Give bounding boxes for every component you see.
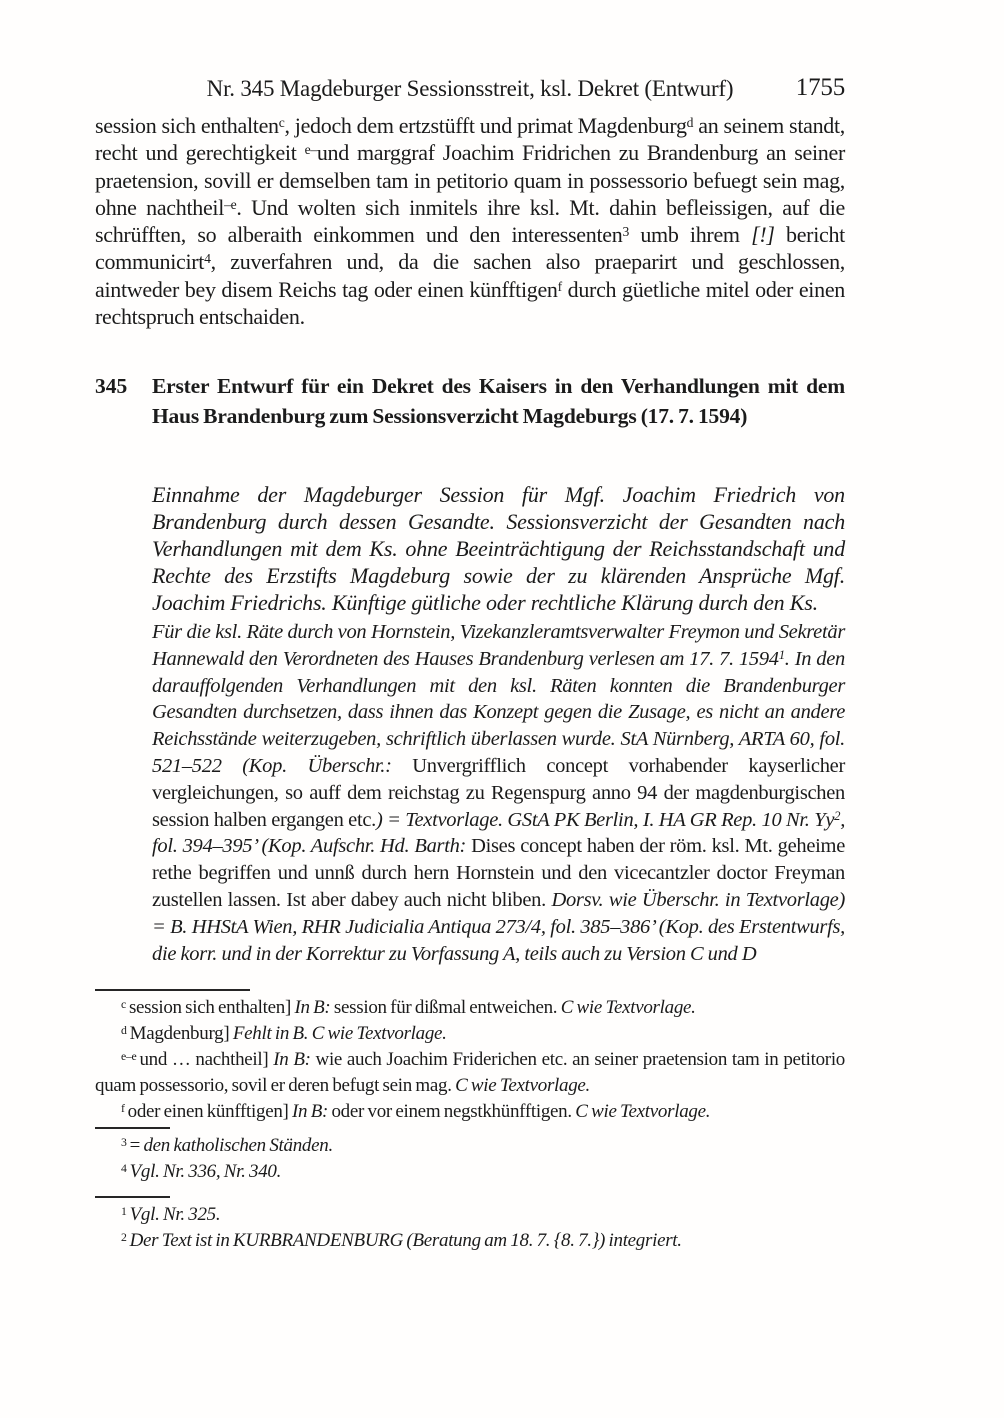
entry-number: 345	[95, 374, 128, 398]
variant-apparatus	[95, 995, 845, 1125]
footnote-divider-lower	[95, 1196, 170, 1198]
variant-note-f: $^f$ oder einen künfftigen] In B: oder vor einem negstkhünfftigen. C wie Textvorlage.	[121, 1101, 711, 1122]
variant-note-e: $^{e-e}$ und … nachtheil] In B: wie auch Joachim Friderichen etc. an seiner praetension tam in petitorio quam possessorio, sovil er deren befugt sein mag. C wie Textvorlage.	[95, 1049, 846, 1096]
transcription-paragraph: session sich enthalten$^c$, jedoch dem ertzstüfft und primat Magdenburg$^d$ an seinem standt, recht und gerechtigkeit $^{e-}$und marggraf Joachim Fridrichen zu Brandenburg an seiner praetension, sovill er demselben tam in petitorio quam in possessorio befuegt sein mag, ohne nachtheil$^{-e}$. Und wolten sich inmitels ihre ksl. Mt. dahin befleissigen, auf die schrüfften, so alberaith einkommen und den interessenten$^3$ umb ihrem [!] bericht communicirt$^4$, zuverfahren und, da die sachen also praeparirt und geschlossen, aintweder bey disem Reichs tag oder einen künfftigen$^f$ durch güetliche mitel oder einen rechtspruch entschaiden.	[95, 113, 846, 330]
footnote-2: $^2$ Der Text ist in KURBRANDENBURG (Beratung am 18. 7. {8. 7.}) integriert.	[121, 1230, 682, 1251]
footnote-3: $^3$ = den katholischen Ständen.	[121, 1135, 333, 1156]
variant-note-c: $^c$ session sich enthalten] In B: session für dißmal entweichen. C wie Textvorlage.	[121, 997, 696, 1018]
footnote-divider-upper	[95, 1127, 170, 1129]
entry-heading	[95, 372, 845, 431]
footnote-group-1-2	[95, 1202, 845, 1254]
entry-title: Erster Entwurf für ein Dekret des Kaisers in den Verhandlungen mit dem Haus Brandenburg zum Sessionsverzicht Magdeburgs (17. 7. 1594)	[152, 374, 845, 428]
footnote-group-3-4	[95, 1133, 845, 1185]
entry-abstract: Einnahme der Magdeburger Session für Mgf. Joachim Friedrich von Brandenburg durch dessen Gesandte. Sessionsverzicht der Gesandten nach Verhandlungen mit dem Ks. ohne Beeinträchtigung der Reichsstandschaft und Rechte des Erzstifts Magdeburg sowie der zu klärenden Ansprüche Mgf. Joachim Friedrichs. Künftige gütliche oder rechtliche Klärung durch den Ks.	[152, 482, 845, 615]
variant-apparatus-divider	[95, 989, 250, 991]
running-head-title: Nr. 345 Magdeburger Sessionsstreit, ksl. Dekret (Entwurf)	[206, 76, 734, 101]
running-head	[95, 76, 845, 102]
variant-note-d: $^d$ Magdenburg] Fehlt in B. C wie Textvorlage.	[121, 1023, 447, 1044]
page-number: 1755	[795, 74, 845, 101]
footnote-1: $^1$ Vgl. Nr. 325.	[121, 1204, 221, 1225]
footnote-4: $^4$ Vgl. Nr. 336, Nr. 340.	[121, 1161, 282, 1182]
entry-provenance-note: Für die ksl. Räte durch von Hornstein, Vizekanzleramtsverwalter Freymon und Sekretär Hannewald den Verordneten des Hauses Brandenburg verlesen am 17. 7. 1594$^1$. In den darauffolgenden Verhandlungen mit den ksl. Räten konnten die Brandenburger Gesandten durchsetzen, dass ihnen das Konzept gegen die Zusage, es nicht an andere Reichsstände weiterzugeben, schriftlich überlassen wurde. StA Nürnberg, ARTA 60, fol. 521–522 (Kop. Überschr.: Unvergrifflich concept vorhabender kayserlicher vergleichungen, so auff dem reichstag zu Regenspurg anno 94 der magdenburgischen session halben ergangen etc.) = Textvorlage. GStA PK Berlin, I. HA GR Rep. 10 Nr. Yy$^2$, fol. 394–395’ (Kop. Aufschr. Hd. Barth: Dises concept haben der röm. ksl. Mt. geheime rethe begriffen und unnß durch hern Hornstein und den vicecantzler doctor Freyman zustellen lassen. Ist aber dabey auch nicht bliben. Dorsv. wie Überschr. in Textvorlage) = B. HHStA Wien, RHR Judicialia Antiqua 273/4, fol. 385–386’ (Kop. des Erstentwurfs, die korr. und in der Korrektur zu Vorfassung A, teils auch zu Version C und D	[152, 621, 846, 965]
